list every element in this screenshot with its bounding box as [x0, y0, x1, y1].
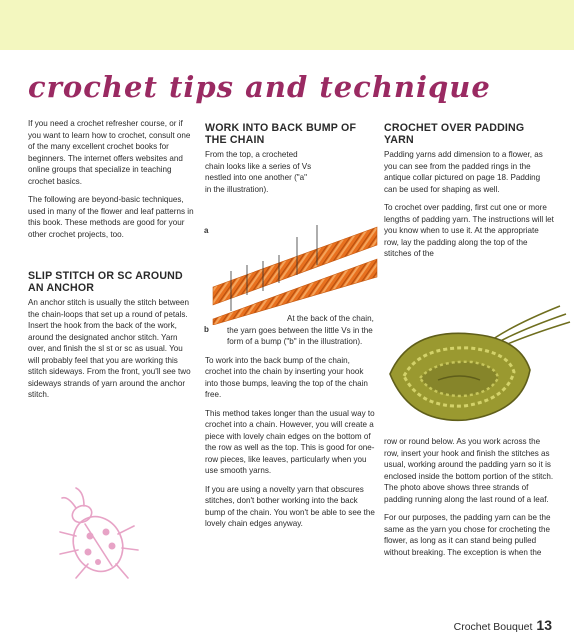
top-color-band — [0, 0, 574, 50]
slip-stitch-body: An anchor stitch is usually the stitch between the chain-loops that set up a round of petals. Insert the hook from the back of the work, around the designated anchor stitch. Yarn over, and finish the sl st or sc as usual. You will probably feel that you are working this stitch sideways. From the front, you'll see two sideways strands of yarn around the anchor stitch. — [28, 298, 191, 399]
column-middle-lower — [205, 313, 377, 537]
chain-illustration — [205, 215, 380, 325]
padding-paragraph-2: To crochet over padding, first cut one or more lengths of padding yarn. The instructions will let you know when to use it. At the appropriate row, lay the padding along the top of the stitches of the — [384, 203, 554, 258]
label-b: b — [204, 325, 209, 334]
padding-paragraph-4: For our purposes, the padding yarn can be the same as the yarn you chose for crocheting the flower, as long as it can stand being pulled without breaking. The exception is when the — [384, 513, 551, 557]
intro-paragraph: If you need a crochet refresher course, or if you want to learn how to crochet, consult one of the many excellent crochet books for beginners. The internet offers websites and online groups that specialize in teaching crochet basics. — [28, 119, 191, 186]
work-paragraph: To work into the back bump of the chain, crochet into the chain by inserting your hook into those bumps, leaving the top of the chain free. — [205, 355, 368, 399]
page-footer — [454, 617, 552, 633]
chain-top-paragraph: From the top, a crocheted chain looks like a series of Vs nestled into one another ("a" in the illustration). — [205, 150, 312, 194]
footer-book-title: Crochet Bouquet — [453, 621, 533, 633]
slip-stitch-heading: SLIP STITCH OR SC AROUND AN ANCHOR — [28, 270, 183, 294]
page-title: crochet tips and technique — [28, 70, 491, 104]
beyond-paragraph: The following are beyond-basic techniques, used in many of the flower and leaf patterns in this book. These methods are good for your other crochet projects, too. — [28, 195, 194, 239]
column-middle — [205, 123, 377, 202]
page-number: 13 — [536, 617, 552, 633]
padded-leaf-photo — [380, 300, 574, 430]
padding-paragraph-1: Padding yarns add dimension to a flower, as you can see from the padded rings in the antique collar pictured on page 18. Padding can be used for shaping as well. — [384, 150, 543, 194]
back-bump-heading: WORK INTO BACK BUMP OF THE CHAIN — [205, 122, 357, 146]
column-left — [28, 118, 194, 408]
chain-back-paragraph: the yarn goes between the little Vs in the form of a bump ("b" in the illustration). — [227, 325, 373, 346]
chain-back-line: At the back of the chain, — [287, 314, 374, 323]
column-right-lower — [384, 436, 554, 565]
label-a: a — [204, 226, 209, 235]
padding-paragraph-3: row or round below. As you work across the row, insert your hook and finish the stitches as usual, working around the padding yarn so it is enclosed inside the bottom portion of the stitch. The photo above shows three strands of padding running along the last round of a leaf. — [384, 437, 554, 504]
padding-yarn-heading: CROCHET OVER PADDING YARN — [384, 122, 525, 146]
column-right — [384, 123, 554, 267]
ladybug-icon — [40, 478, 160, 588]
novelty-paragraph: If you are using a novelty yarn that obscures stitches, don't bother working into the back bump of the chain. You won't be able to see the lovely chain edges anyway. — [205, 484, 375, 528]
method-paragraph: This method takes longer than the usual way to crochet into a chain. However, you will create a piece with lovely chain edges on the bottom of the row as well as the top. This is good for one-row pieces, like leaves, particularly when you use smooth yarns. — [205, 408, 375, 475]
